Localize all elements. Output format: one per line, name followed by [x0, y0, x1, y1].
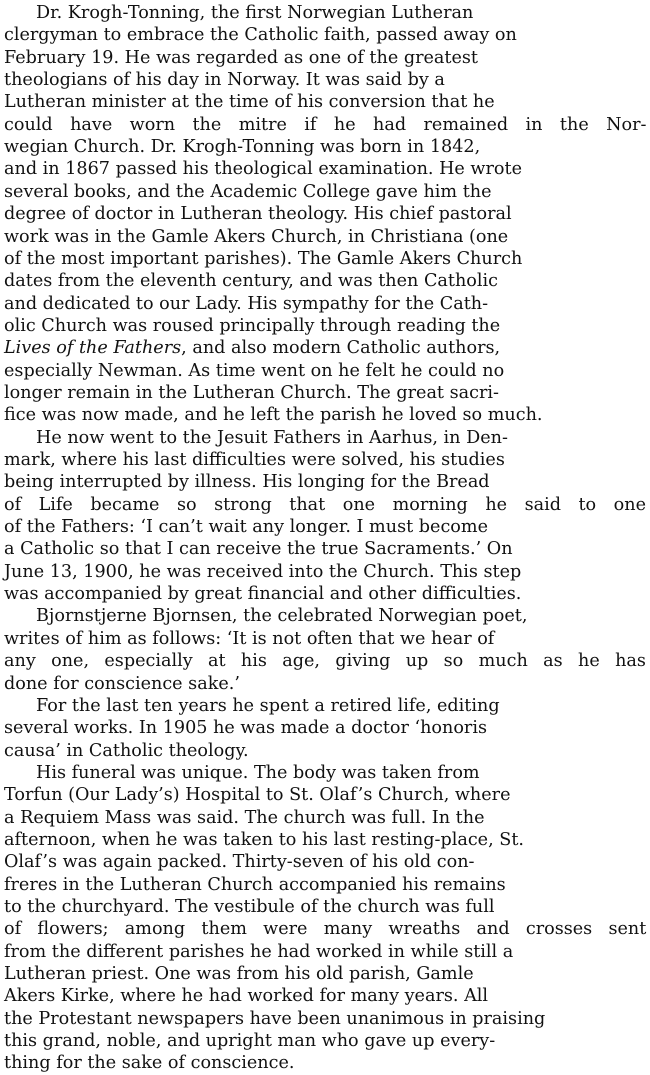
- text-line: freres in the Lutheran Church accompanied his remains: [4, 874, 506, 895]
- text-line: Bjornstjerne Bjornsen, the celebrated Norwegian poet,: [36, 606, 528, 627]
- text-line: of flowers; among them were many wreaths and crosses sent: [4, 919, 647, 940]
- text-line: causa’ in Catholic theology.: [4, 740, 249, 761]
- text-line: dates from the eleventh century, and was then Catholic: [4, 271, 499, 292]
- text-line: fice was now made, and he left the parish he loved so much.: [4, 405, 543, 426]
- text-line: of the most important parishes). The Gamle Akers Church: [4, 248, 523, 269]
- text-line: Dr. Krogh-Tonning, the first Norwegian Lutheran: [36, 3, 474, 23]
- text-line: thing for the sake of conscience.: [4, 1053, 295, 1074]
- text-line: and in 1867 passed his theological examination. He wrote: [4, 159, 522, 180]
- text-line: a Requiem Mass was said. The church was full. In the: [4, 807, 485, 828]
- text-line: was accompanied by great financial and other difficulties.: [4, 584, 522, 605]
- text-line: especially Newman. As time went on he felt he could no: [4, 360, 505, 381]
- text-line: several works. In 1905 he was made a doctor ‘honoris: [4, 718, 487, 739]
- text-line: of the Fathers: ‘I can’t wait any longer. I must become: [4, 517, 488, 538]
- text-line: longer remain in the Lutheran Church. The great sacri-: [4, 382, 499, 403]
- text-line: For the last ten years he spent a retired life, editing: [36, 695, 500, 716]
- text-line: and dedicated to our Lady. His sympathy for the Cath-: [4, 293, 489, 314]
- text-line: work was in the Gamle Akers Church, in Christiana (one: [4, 226, 509, 247]
- text-line: Lives of the Fathers, and also modern Catholic authors,: [4, 338, 501, 359]
- text-line: done for conscience sake.’: [4, 673, 240, 694]
- text-line: being interrupted by illness. His longing for the Bread: [4, 472, 490, 493]
- text-line: Torfun (Our Lady’s) Hospital to St. Olaf’s Church, where: [4, 785, 511, 806]
- text-line: Lutheran priest. One was from his old parish, Gamle: [4, 964, 474, 985]
- text-line: theologians of his day in Norway. It was said by a: [4, 70, 445, 91]
- text-line: the Protestant newspapers have been unanimous in praising: [4, 1008, 546, 1029]
- text-line: February 19. He was regarded as one of the greatest: [4, 47, 478, 68]
- text-line: Akers Kirke, where he had worked for many years. All: [4, 986, 489, 1007]
- text-line: Lutheran minister at the time of his conversion that he: [4, 92, 495, 113]
- text-line: to the churchyard. The vestibule of the church was full: [4, 897, 495, 917]
- text-line: a Catholic so that I can receive the true Sacraments.’ On: [4, 539, 513, 560]
- text-line: mark, where his last difficulties were solved, his studies: [4, 450, 505, 470]
- text-line: He now went to the Jesuit Fathers in Aarhus, in Den-: [36, 427, 508, 448]
- text-line: any one, especially at his age, giving up so much as he has: [4, 651, 646, 672]
- text-line: writes of him as follows: ‘It is not often that we hear of: [4, 628, 495, 649]
- text-line: June 13, 1900, he was received into the Church. This step: [4, 561, 522, 582]
- text-line: wegian Church. Dr. Krogh-Tonning was born in 1842,: [4, 137, 481, 158]
- text-line: of Life became so strong that one morning he said to one: [4, 494, 646, 515]
- text-line: olic Church was roused principally through reading the: [4, 315, 501, 336]
- text-line: Olaf’s was again packed. Thirty-seven of his old con-: [4, 852, 475, 873]
- text-line: from the different parishes he had worked in while still a: [4, 941, 514, 962]
- text-line: several books, and the Academic College gave him the: [4, 181, 492, 202]
- text-line: His funeral was unique. The body was taken from: [36, 762, 480, 783]
- text-line: clergyman to embrace the Catholic faith, passed away on: [4, 25, 517, 46]
- text-line: afternoon, when he was taken to his last resting-place, St.: [4, 829, 524, 850]
- text-line: could have worn the mitre if he had remained in the Nor-: [4, 114, 647, 135]
- book-title: Lives of the Fathers: [4, 338, 182, 359]
- text-line: this grand, noble, and upright man who gave up every-: [4, 1031, 496, 1052]
- text-line: degree of doctor in Lutheran theology. His chief pastoral: [4, 204, 512, 225]
